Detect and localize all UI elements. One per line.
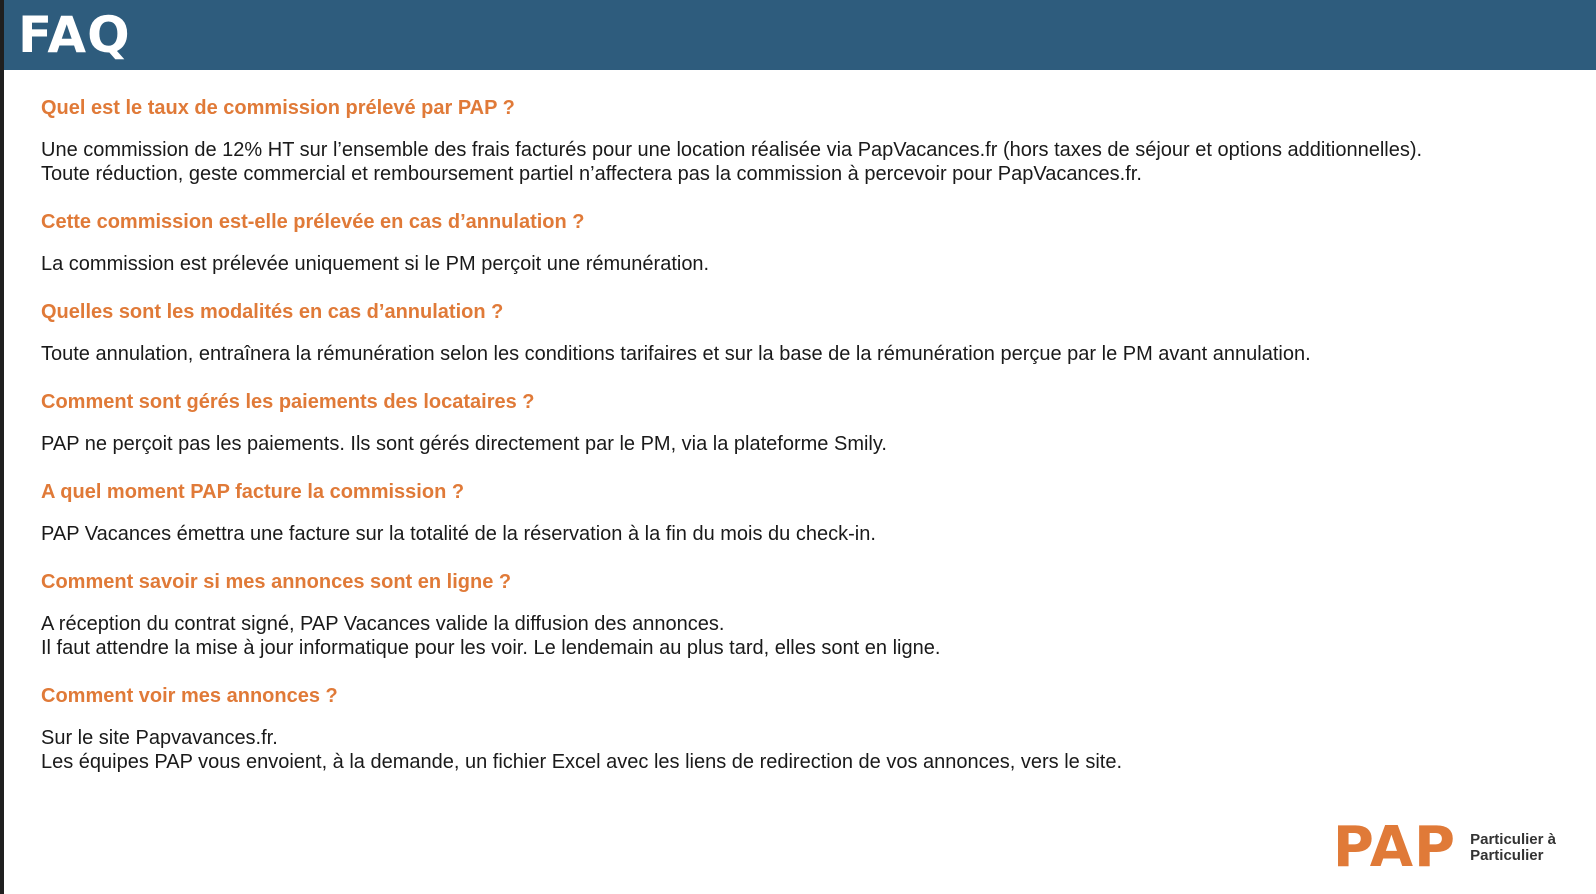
faq-item	[41, 92, 1556, 186]
faq-item	[41, 476, 1556, 546]
pap-logo-tagline	[1470, 832, 1556, 864]
faq-question: Comment sont gérés les paiements des locataires ?	[41, 391, 535, 413]
faq-item	[41, 566, 1556, 660]
faq-item	[41, 386, 1556, 456]
faq-answer-line: Toute réduction, geste commercial et remboursement partiel n’affectera pas la commission à percevoir pour PapVacances.fr.	[41, 163, 1142, 185]
faq-answer-line: PAP ne perçoit pas les paiements. Ils sont gérés directement par le PM, via la plateforme Smily.	[41, 433, 887, 455]
faq-answer-line: Une commission de 12% HT sur l’ensemble des frais facturés pour une location réalisée via PapVacances.fr (hors taxes de séjour et options additionnelles).	[41, 139, 1423, 161]
faq-answer-line: Sur le site Papvavances.fr.	[41, 727, 278, 749]
faq-question: Quel est le taux de commission prélevé par PAP ?	[41, 97, 515, 119]
faq-answer-line: Les équipes PAP vous envoient, à la demande, un fichier Excel avec les liens de redirection de vos annonces, vers le site.	[41, 751, 1122, 773]
faq-answer	[41, 522, 1556, 546]
header-bar	[4, 0, 1596, 70]
faq-answer	[41, 342, 1556, 366]
faq-answer	[41, 726, 1556, 774]
faq-list	[41, 92, 1556, 794]
slide	[4, 0, 1596, 894]
faq-answer	[41, 432, 1556, 456]
faq-question: Quelles sont les modalités en cas d’annulation ?	[41, 301, 504, 323]
faq-answer-line: Toute annulation, entraînera la rémunération selon les conditions tarifaires et sur la base de la rémunération perçue par le PM avant annulation.	[41, 343, 1311, 365]
page-title: FAQ	[18, 6, 131, 64]
pap-logo	[1332, 815, 1556, 880]
pap-logo-tagline-line: Particulier à	[1470, 831, 1556, 848]
faq-answer	[41, 612, 1556, 660]
faq-answer-line: A réception du contrat signé, PAP Vacances valide la diffusion des annonces.	[41, 613, 725, 635]
pap-logo-mark: PAP	[1332, 815, 1457, 880]
faq-answer	[41, 252, 1556, 276]
pap-logo-tagline-line: Particulier	[1470, 847, 1544, 864]
faq-answer-line: La commission est prélevée uniquement si le PM perçoit une rémunération.	[41, 253, 710, 275]
faq-question: Comment voir mes annonces ?	[41, 685, 338, 707]
faq-answer-line: Il faut attendre la mise à jour informatique pour les voir. Le lendemain au plus tard, elles sont en ligne.	[41, 637, 941, 659]
faq-item	[41, 206, 1556, 276]
faq-item	[41, 296, 1556, 366]
faq-answer-line: PAP Vacances émettra une facture sur la totalité de la réservation à la fin du mois du check-in.	[41, 523, 876, 545]
faq-question: Cette commission est-elle prélevée en cas d’annulation ?	[41, 211, 585, 233]
faq-question: Comment savoir si mes annonces sont en ligne ?	[41, 571, 512, 593]
faq-question: A quel moment PAP facture la commission ?	[41, 481, 465, 503]
faq-answer	[41, 138, 1556, 186]
faq-item	[41, 680, 1556, 774]
